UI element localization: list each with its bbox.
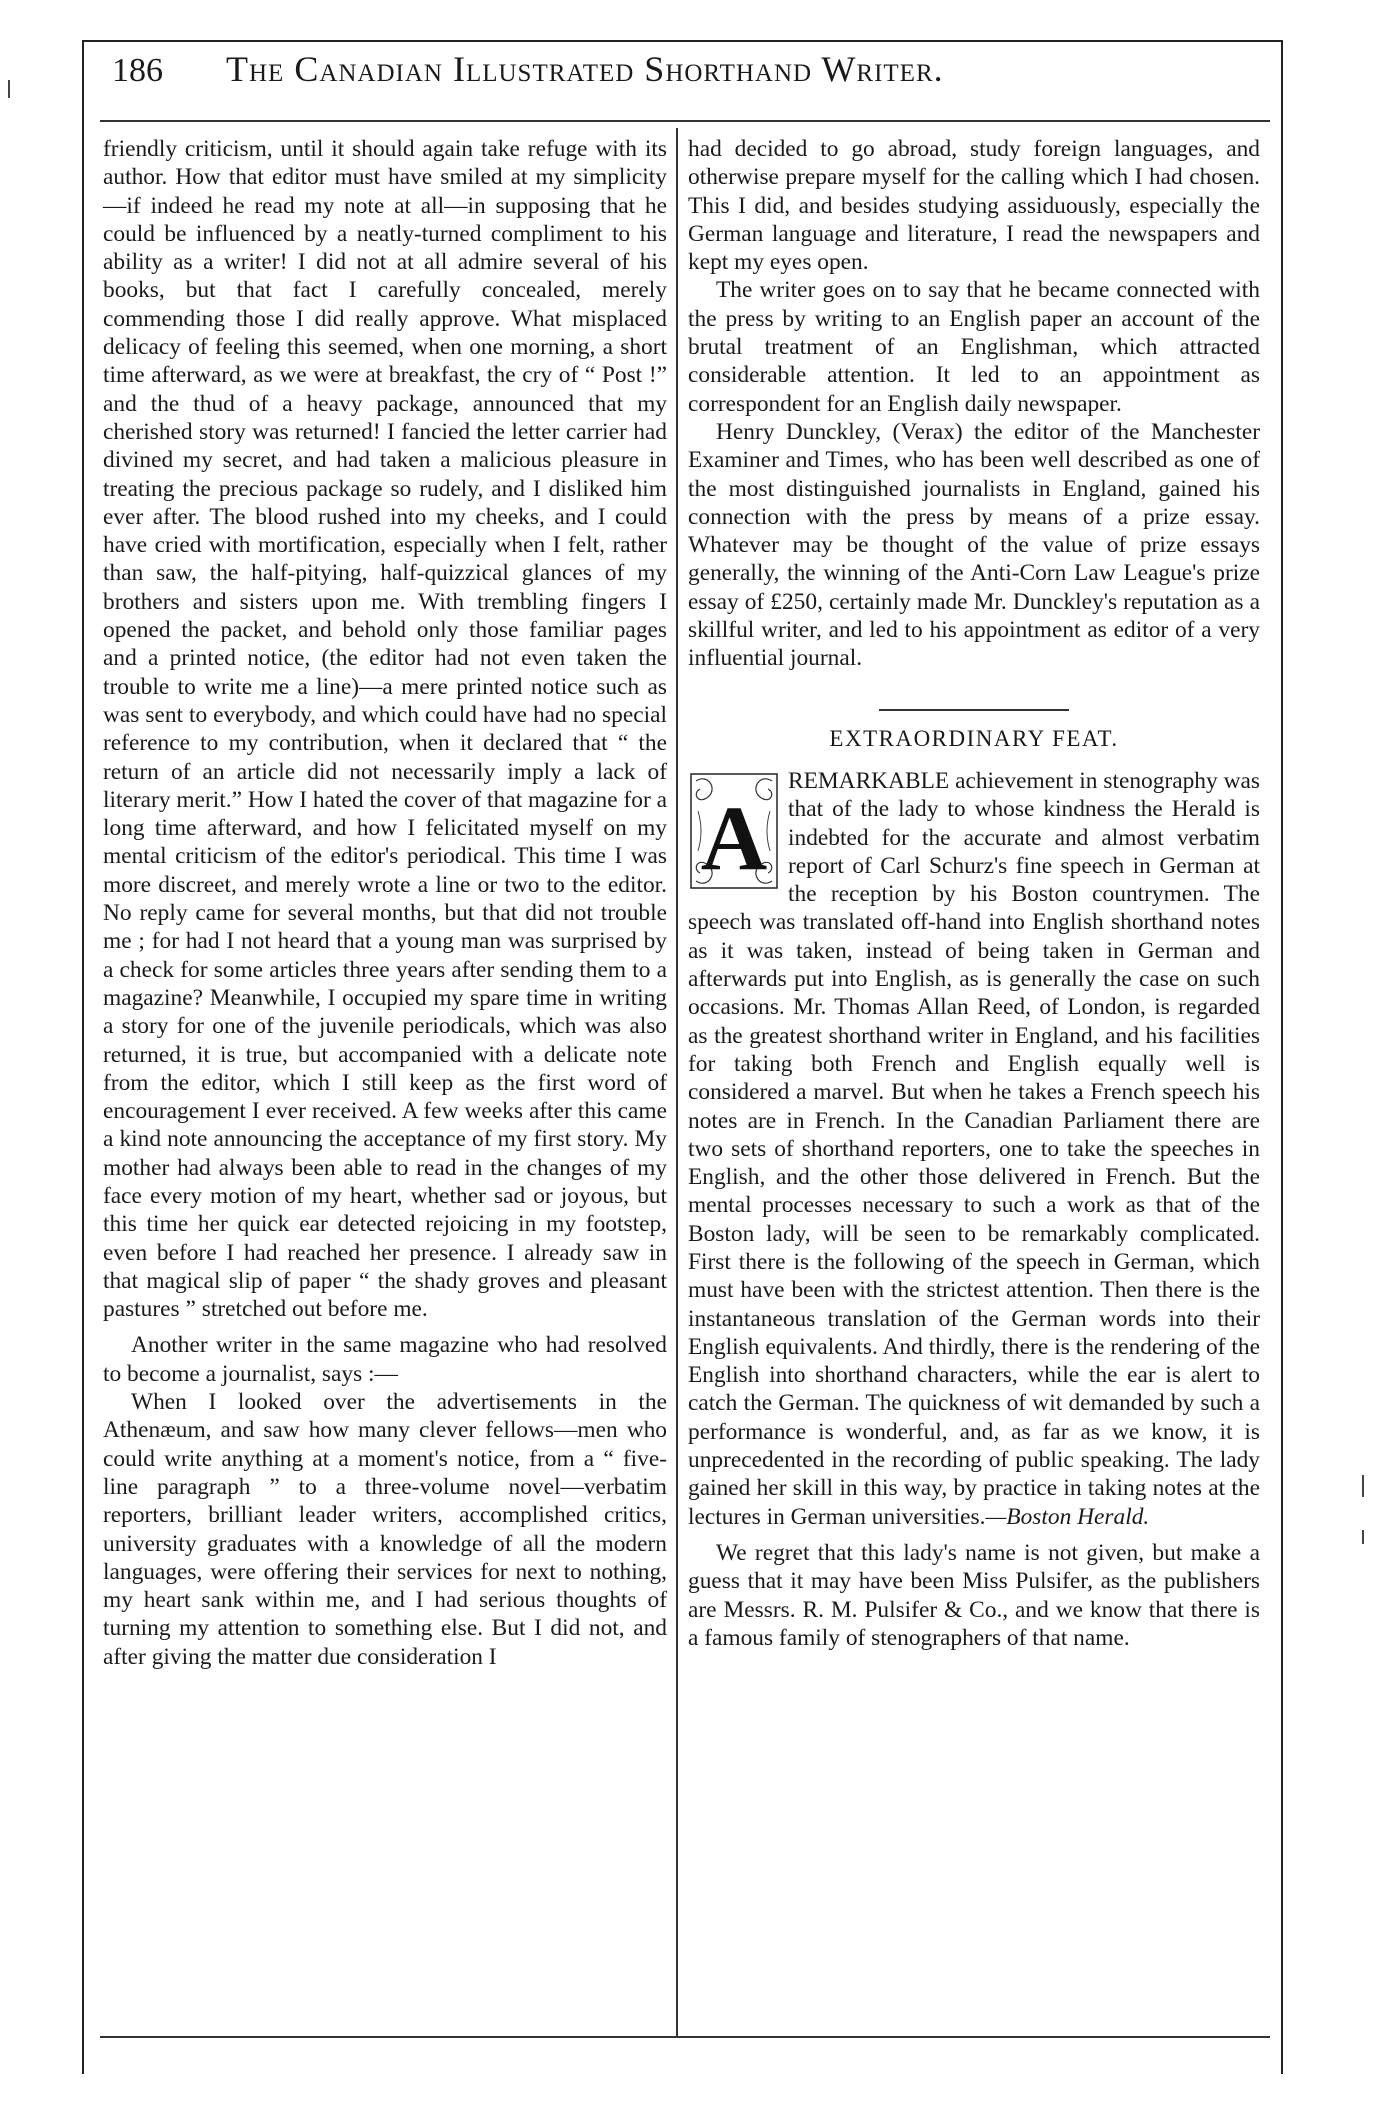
scan-edge-mark <box>1362 1475 1364 1497</box>
scan-edge-mark <box>8 80 10 98</box>
right-paragraph-3: Henry Dunckley, (Verax) the editor of the Manchester Examiner and Times, who has been well described as one of the most distinguished journalists in England, gained his connection with the press by means of a prize essay. Whatever may be thought of the value of prize essays generally, the winning of the Anti-Corn Law League's prize essay of £250, certainly made Mr. Dunckley's reputation as a skillful writer, and led to his appointment as editor of a very influential journal. <box>688 418 1260 672</box>
article-closing-paragraph: We regret that this lady's name is not given, but make a guess that it may have been Miss Pulsifer, as the publishers are Messrs. R. M. Pulsifer & Co., and we know that there is a famous family of stenographers of that name. <box>688 1539 1260 1651</box>
article-body: achievement in stenography was that of the lady to whose kindness the Herald is indebted for the accurate and almost verbatim report of Carl Schurz's fine speech in German at the reception by his Boston countrymen. The speech was translated off-hand into English shorthand notes as it was taken, instead of being taken in German and afterwards put into English, as is generally the case on such occasions. Mr. Thomas Allan Reed, of London, is regarded as the greatest shorthand writer in England, and his facilities for taking both French and English equally well is considered a marvel. But when he takes a French speech his notes are in French. In the Canadian Parliament there are two sets of shorthand reporters, one to take the speeches in English, and the other those delivered in French. But the mental processes necessary to such a work as that of the Boston lady, will be seen to be remarkably complicated. First there is the following of the speech in German, which must have been with the strictest attention. Then there is the instantaneous translation of the German words into their English equivalents. And thirdly, there is the rendering of the English into shorthand characters, while the ear is alert to catch the German. The quickness of wit demanded by such a performance is wonderful, and, as far as we know, it is unprecedented in the recording of public speaking. The lady gained her skill in this way, by practice in taking notes at the lectures in German universities. <box>688 767 1260 1530</box>
article-body-paragraph <box>688 767 1260 1531</box>
article-source: —Boston Herald. <box>985 1503 1150 1530</box>
left-paragraph-2: Another writer in the same magazine who had resolved to become a journalist, says :— <box>103 1332 667 1387</box>
column-divider <box>676 128 678 2036</box>
drop-cap-letter: A <box>700 786 768 889</box>
right-column <box>688 135 1260 1652</box>
journal-title: The Canadian Illustrated Shorthand Writer. <box>226 49 944 89</box>
page-header <box>112 48 1272 108</box>
section-rule <box>879 709 1069 711</box>
header-rule <box>100 120 1270 122</box>
page-number: 186 <box>112 52 163 89</box>
left-paragraph-3: When I looked over the advertisements in the Athenæum, and saw how many clever fellows—men who could write anything at a moment's notice, from a “ five-line paragraph ” to a three-volume novel—verbatim reporters, brilliant leader writers, accomplished critics, university graduates with a knowledge of all the modern languages, were offering their services for next to nothing, my heart sank within me, and I had serious thoughts of turning my attention to something else. But I did not, and after giving the matter due consideration I <box>103 1389 667 1670</box>
left-column <box>103 135 667 1671</box>
right-paragraph-2: The writer goes on to say that he became connected with the press by writing to an English paper an account of the brutal treatment of an Englishman, which attracted considerable attention. It led to an appointment as correspondent for an English daily newspaper. <box>688 277 1260 417</box>
article-lead-caps: REMARKABLE <box>788 767 950 794</box>
drop-cap-ornament-icon <box>688 771 780 891</box>
bottom-rule <box>100 2036 1270 2038</box>
article-heading: EXTRAORDINARY FEAT. <box>829 725 1119 751</box>
ornamental-drop-cap <box>688 771 780 891</box>
right-paragraph-1: had decided to go abroad, study foreign languages, and otherwise prepare myself for the calling which I had chosen. This I did, and besides studying assiduously, especially the German language and literature, I read the newspapers and kept my eyes open. <box>688 136 1260 276</box>
scan-edge-mark <box>1362 1530 1364 1544</box>
left-paragraph-1: friendly criticism, until it should again take refuge with its author. How that editor must have smiled at my simplicity—if indeed he read my note at all—in supposing that he could be influenced by a neatly-turned compliment to his ability as a writer! I did not at all admire several of his books, but that fact I carefully concealed, merely commending those I did really approve. What misplaced delicacy of feeling this seemed, when one morning, a short time afterward, as we were at breakfast, the cry of “ Post !” and the thud of a heavy package, announced that my cherished story was returned! I fancied the letter carrier had divined my secret, and had taken a malicious pleasure in treating the precious package so rudely, and I disliked him ever after. The blood rushed into my cheeks, and I could have cried with mortification, especially when I felt, rather than saw, the half-pitying, half-quizzical glances of my brothers and sisters upon me. With trembling fingers I opened the packet, and behold only those familiar pages and a printed notice, (the editor had not even taken the trouble to write me a line)—a mere printed notice such as was sent to everybody, and which could have had no special reference to my contribution, when it declared that “ the return of an article did not necessarily imply a lack of literary merit.” How I hated the cover of that magazine for a long time afterward, and how I felicitated myself on my mental criticism of the editor's periodical. This time I was more discreet, and merely wrote a line or two to the editor. No reply came for several months, but that did not trouble me ; for had I not heard that a young man was surprised by a check for some articles three years after sending them to a magazine? Meanwhile, I occupied my spare time in writing a story for one of the juvenile periodicals, which was also returned, it is true, but accompanied with a delicate note from the editor, which I still keep as the first word of encouragement I ever received. A few weeks after this came a kind note announcing the acceptance of my first story. My mother had always been able to read in the changes of my face every motion of my heart, whether sad or joyous, but this time her quick ear detected rejoicing in my footstep, even before I had reached her presence. I already saw in that magical slip of paper “ the shady groves and pleasant pastures ” stretched out before me. <box>103 136 667 1323</box>
